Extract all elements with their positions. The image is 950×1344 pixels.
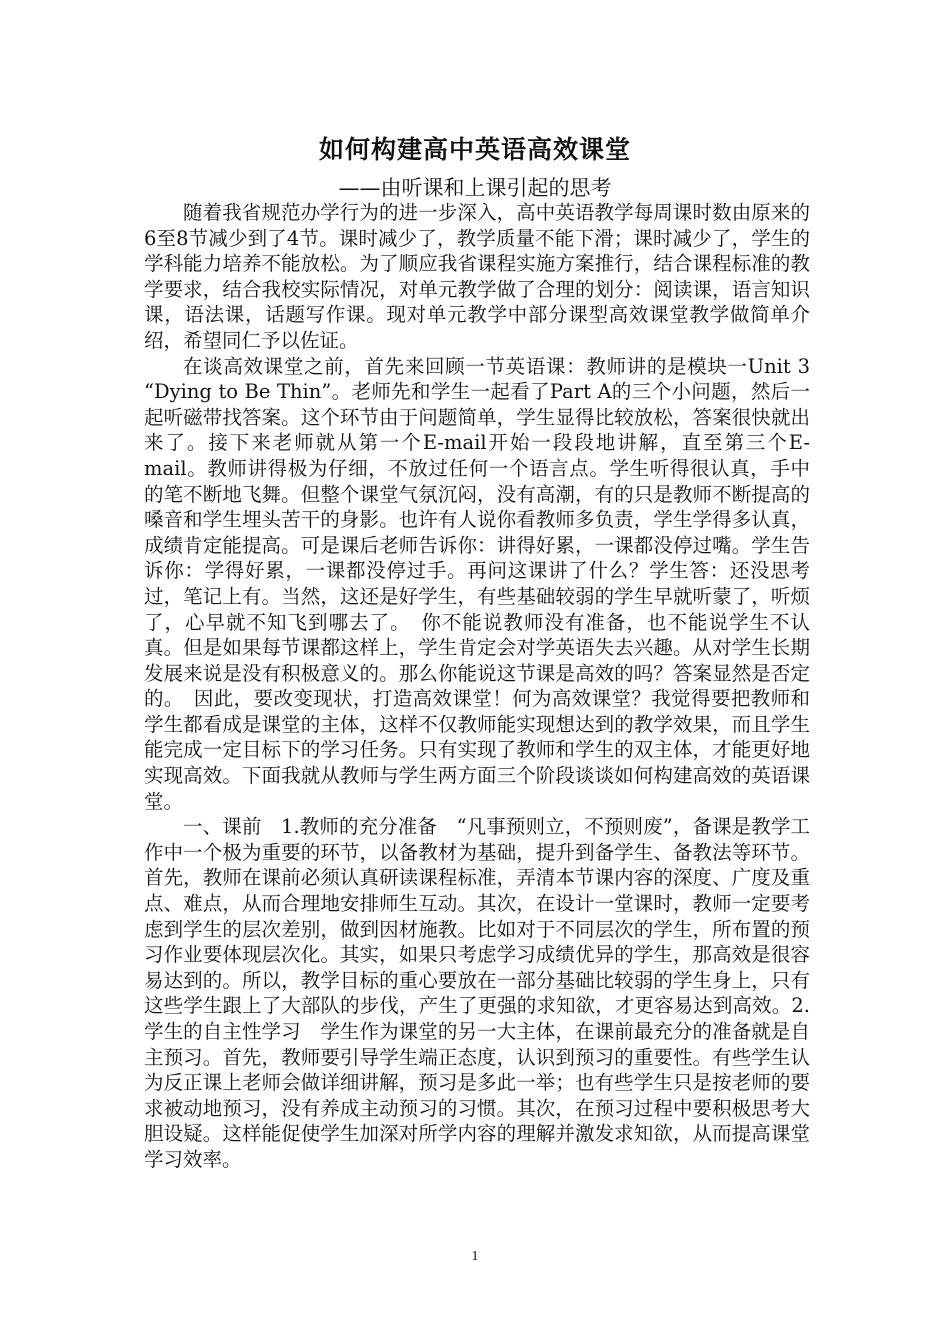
paragraph-before-class: 一、课前 1.教师的充分准备 “凡事预则立，不预则废”，备课是教学工作中一个极为重要的环节，以备教材为基础，提升到备学生、备教法等环节。首先，教师在课前必须认真研读课程标准，弄清本节课内容的深度、广度及重点、难点，从而合理地安排师生互动。其次，在设计一堂课时，教师一定要考虑到学生的层次差别，做到因材施教。比如对于不同层次的学生，所布置的预习作业要体现层次化。其实，如果只考虑学习成绩优异的学生，那高效是很容易达到的。所以，教学目标的重心要放在一部分基础比较弱的学生身上，只有这些学生跟上了大部队的步伐，产生了更强的求知欲，才更容易达到高效。2.学生的自主性学习 学生作为课堂的另一大主体，在课前最充分的准备就是自主预习。首先，教师要引导学生端正态度，认识到预习的重要性。有些学生认为反正课上老师会做详细讲解，预习是多此一举；也有些学生只是按老师的要求被动地预习，没有养成主动预习的习惯。其次，在预习过程中要积极思考大胆设疑。这样能促使学生加深对所学内容的理解并激发求知欲，从而提高课堂学习效率。 <box>144 815 810 1171</box>
document-subtitle: ——由听课和上课引起的思考 <box>338 176 612 200</box>
document-body <box>144 200 810 1173</box>
paragraph-lesson-review: 在谈高效课堂之前，首先来回顾一节英语课：教师讲的是模块一Unit 3 “Dying to Be Thin”。老师先和学生一起看了Part A的三个小问题，然后一起听磁带找答案。这个环节由于问题简单，学生显得比较放松，答案很快就出来了。接下来老师就从第一个E-mail开始一段段地讲解，直至第三个E-mail。教师讲得极为仔细，不放过任何一个语言点。学生听得很认真，手中的笔不断地飞舞。但整个课堂气氛沉闷，没有高潮，有的只是教师不断提高的嗓音和学生埋头苦干的身影。也许有人说你看教师多负责，学生学得多认真，成绩肯定能提高。可是课后老师告诉你：讲得好累，一课都没停过嘴。学生告诉你：学得好累，一课都没停过手。再问这课讲了什么？学生答：还没思考过，笔记上有。当然，这还是好学生，有些基础较弱的学生早就听蒙了，听烦了，心早就不知飞到哪去了。 你不能说教师没有准备，也不能说学生不认真。但是如果每节课都这样上，学生肯定会对学英语失去兴趣。从对学生长期发展来说是没有积极意义的。那么你能说这节课是高效的吗？答案显然是否定的。 因此，要改变现状，打造高效课堂！何为高效课堂？我觉得要把教师和学生都看成是课堂的主体，这样不仅教师能实现想达到的教学效果，而且学生能完成一定目标下的学习任务。只有实现了教师和学生的双主体，才能更好地实现高效。下面我就从教师与学生两方面三个阶段谈谈如何构建高效的英语课堂。 <box>144 354 810 813</box>
document-title: 如何构建高中英语高效课堂 <box>318 135 631 164</box>
page-number: 1 <box>471 1249 479 1264</box>
paragraph-intro: 随着我省规范办学行为的进一步深入，高中英语教学每周课时数由原来的6至8节减少到了4节。课时减少了，教学质量不能下滑；课时减少了，学生的学科能力培养不能放松。为了顺应我省课程实施方案推行，结合课程标准的教学要求，结合我校实际情况，对单元教学做了合理的划分：阅读课，语言知识课，语法课，话题写作课。现对单元教学中部分课型高效课堂教学做简单介绍，希望同仁予以佐证。 <box>144 201 810 352</box>
